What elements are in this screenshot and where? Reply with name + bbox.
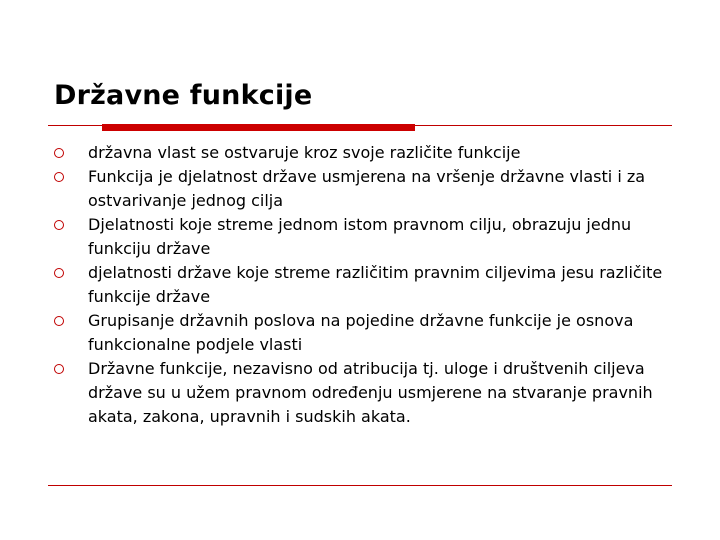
list-item-text: Državne funkcije, nezavisno od atribucija tj. uloge i društvenih ciljeva države su u užem pravnom određenju usmjerene na stvaranje pravnih akata, zakona, upravnih i sudskih akata. (88, 359, 653, 426)
footer-divider-line (48, 485, 672, 486)
list-item (54, 165, 668, 213)
circle-outline-bullet-icon (54, 220, 64, 230)
list-item (54, 261, 668, 309)
list-item-text: državna vlast se ostvaruje kroz svoje različite funkcije (88, 143, 521, 162)
slide-title: Državne funkcije (54, 80, 313, 111)
circle-outline-bullet-icon (54, 364, 64, 374)
bullet-list (54, 141, 674, 429)
list-item (54, 357, 668, 429)
list-item-text: Djelatnosti koje streme jednom istom pravnom cilju, obrazuju jednu funkciju države (88, 215, 632, 258)
list-item-text: Funkcija je djelatnost države usmjerena na vršenje državne vlasti i za ostvarivanje jednog cilja (88, 167, 646, 210)
list-item (54, 213, 668, 261)
circle-outline-bullet-icon (54, 172, 64, 182)
circle-outline-bullet-icon (54, 148, 64, 158)
list-item (54, 141, 668, 165)
title-accent-bar (102, 124, 415, 131)
list-item-text: Grupisanje državnih poslova na pojedine državne funkcije je osnova funkcionalne podjele vlasti (88, 311, 634, 354)
circle-outline-bullet-icon (54, 268, 64, 278)
list-item (54, 309, 668, 357)
circle-outline-bullet-icon (54, 316, 64, 326)
list-item-text: djelatnosti države koje streme različitim pravnim ciljevima jesu različite funkcije države (88, 263, 663, 306)
